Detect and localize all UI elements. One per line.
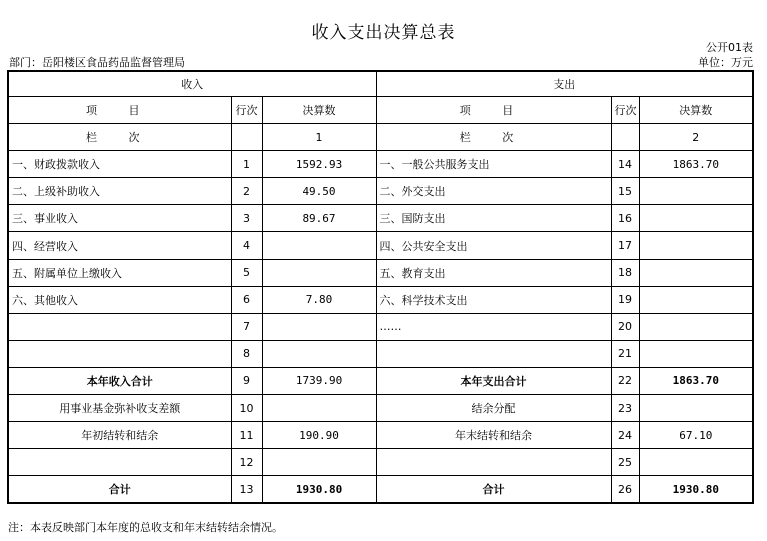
grand-total-row <box>8 476 753 504</box>
year-income-total-value: 1739.90 <box>262 367 376 394</box>
expense-column-label: 栏 次 <box>376 124 611 151</box>
surplus-distribution-value <box>639 395 753 422</box>
income-column-label: 栏 次 <box>8 124 231 151</box>
income-grand-total-value: 1930.80 <box>262 476 376 504</box>
income-row-no-header: 行次 <box>231 97 262 124</box>
expense-row-no: 15 <box>611 178 639 205</box>
expense-amount-header: 决算数 <box>639 97 753 124</box>
income-row-no: 8 <box>231 340 262 367</box>
section-header-row <box>8 71 753 97</box>
form-code: 公开01表 <box>706 41 753 54</box>
income-value: 1592.93 <box>262 151 376 178</box>
income-section-header: 收入 <box>8 71 376 97</box>
income-row-no: 13 <box>231 476 262 504</box>
expense-value <box>639 232 753 259</box>
expense-row-no: 20 <box>611 313 639 340</box>
income-row-no: 1 <box>231 151 262 178</box>
expense-item: 四、公共安全支出 <box>376 232 611 259</box>
year-income-total-label: 本年收入合计 <box>8 367 231 394</box>
income-value: 7.80 <box>262 286 376 313</box>
expense-row-no-header: 行次 <box>611 97 639 124</box>
expense-value <box>639 286 753 313</box>
expense-item: 六、科学技术支出 <box>376 286 611 313</box>
expense-column-number: 2 <box>639 124 753 151</box>
income-row-no: 7 <box>231 313 262 340</box>
income-value <box>262 259 376 286</box>
expense-item: 二、外交支出 <box>376 178 611 205</box>
income-column-number: 1 <box>262 124 376 151</box>
expense-grand-total-value: 1930.80 <box>639 476 753 504</box>
table-row <box>8 205 753 232</box>
end-balance-label: 年末结转和结余 <box>376 422 611 449</box>
budget-summary-table <box>7 70 754 504</box>
income-item: 一、财政拨款收入 <box>8 151 231 178</box>
expense-row-no: 21 <box>611 340 639 367</box>
income-row-no: 11 <box>231 422 262 449</box>
income-grand-total-label: 合计 <box>8 476 231 504</box>
expense-row-no: 23 <box>611 395 639 422</box>
expense-item: 三、国防支出 <box>376 205 611 232</box>
column-number-row <box>8 124 753 151</box>
income-row-no: 2 <box>231 178 262 205</box>
begin-balance-label: 年初结转和结余 <box>8 422 231 449</box>
surplus-distribution-label: 结余分配 <box>376 395 611 422</box>
table-row <box>8 286 753 313</box>
empty-cell <box>8 449 231 476</box>
income-row-no: 9 <box>231 367 262 394</box>
department-label: 部门：岳阳楼区食品药品监督管理局 <box>9 56 185 69</box>
expense-item: …… <box>376 313 611 340</box>
expense-item: 五、教育支出 <box>376 259 611 286</box>
table-row <box>8 151 753 178</box>
expense-value <box>639 313 753 340</box>
table-row <box>8 232 753 259</box>
expense-value <box>639 205 753 232</box>
income-item: 三、事业收入 <box>8 205 231 232</box>
income-row-no: 4 <box>231 232 262 259</box>
footnote: 注：本表反映部门本年度的总收支和年末结转结余情况。 <box>8 521 283 534</box>
year-expense-total-label: 本年支出合计 <box>376 367 611 394</box>
income-row-no: 12 <box>231 449 262 476</box>
table-row <box>8 313 753 340</box>
income-item <box>8 313 231 340</box>
year-expense-total-value: 1863.70 <box>639 367 753 394</box>
expense-section-header: 支出 <box>376 71 753 97</box>
report-title: 收入支出决算总表 <box>311 23 456 43</box>
table-row <box>8 259 753 286</box>
empty-cell <box>262 449 376 476</box>
income-amount-header: 决算数 <box>262 97 376 124</box>
income-value <box>262 340 376 367</box>
income-item-header: 项 目 <box>8 97 231 124</box>
begin-balance-value: 190.90 <box>262 422 376 449</box>
end-balance-value: 67.10 <box>639 422 753 449</box>
income-row-no: 10 <box>231 395 262 422</box>
income-item: 二、上级补助收入 <box>8 178 231 205</box>
income-value <box>262 232 376 259</box>
expense-grand-total-label: 合计 <box>376 476 611 504</box>
expense-item: 一、一般公共服务支出 <box>376 151 611 178</box>
income-row-no: 3 <box>231 205 262 232</box>
table-row <box>8 178 753 205</box>
income-item: 五、附属单位上缴收入 <box>8 259 231 286</box>
expense-value <box>639 340 753 367</box>
income-item: 四、经营收入 <box>8 232 231 259</box>
blank-row <box>8 449 753 476</box>
year-total-row <box>8 367 753 394</box>
income-value: 49.50 <box>262 178 376 205</box>
expense-row-no: 18 <box>611 259 639 286</box>
expense-row-no: 14 <box>611 151 639 178</box>
income-row-no: 6 <box>231 286 262 313</box>
income-value: 89.67 <box>262 205 376 232</box>
expense-row-no: 22 <box>611 367 639 394</box>
empty-cell <box>376 449 611 476</box>
income-item <box>8 340 231 367</box>
fund-cover-label: 用事业基金弥补收支差额 <box>8 395 231 422</box>
unit-label: 单位：万元 <box>698 56 753 69</box>
expense-item-header: 项 目 <box>376 97 611 124</box>
balance-row <box>8 422 753 449</box>
expense-row-no: 24 <box>611 422 639 449</box>
expense-row-no: 17 <box>611 232 639 259</box>
income-row-no: 5 <box>231 259 262 286</box>
table-row <box>8 340 753 367</box>
expense-row-no: 19 <box>611 286 639 313</box>
expense-row-no: 26 <box>611 476 639 504</box>
empty-cell <box>231 124 262 151</box>
expense-row-no: 25 <box>611 449 639 476</box>
expense-value <box>639 259 753 286</box>
income-item: 六、其他收入 <box>8 286 231 313</box>
fund-cover-row <box>8 395 753 422</box>
empty-cell <box>639 449 753 476</box>
fund-cover-value <box>262 395 376 422</box>
expense-value <box>639 178 753 205</box>
column-header-row <box>8 97 753 124</box>
expense-value: 1863.70 <box>639 151 753 178</box>
expense-row-no: 16 <box>611 205 639 232</box>
expense-item <box>376 340 611 367</box>
empty-cell <box>611 124 639 151</box>
income-value <box>262 313 376 340</box>
